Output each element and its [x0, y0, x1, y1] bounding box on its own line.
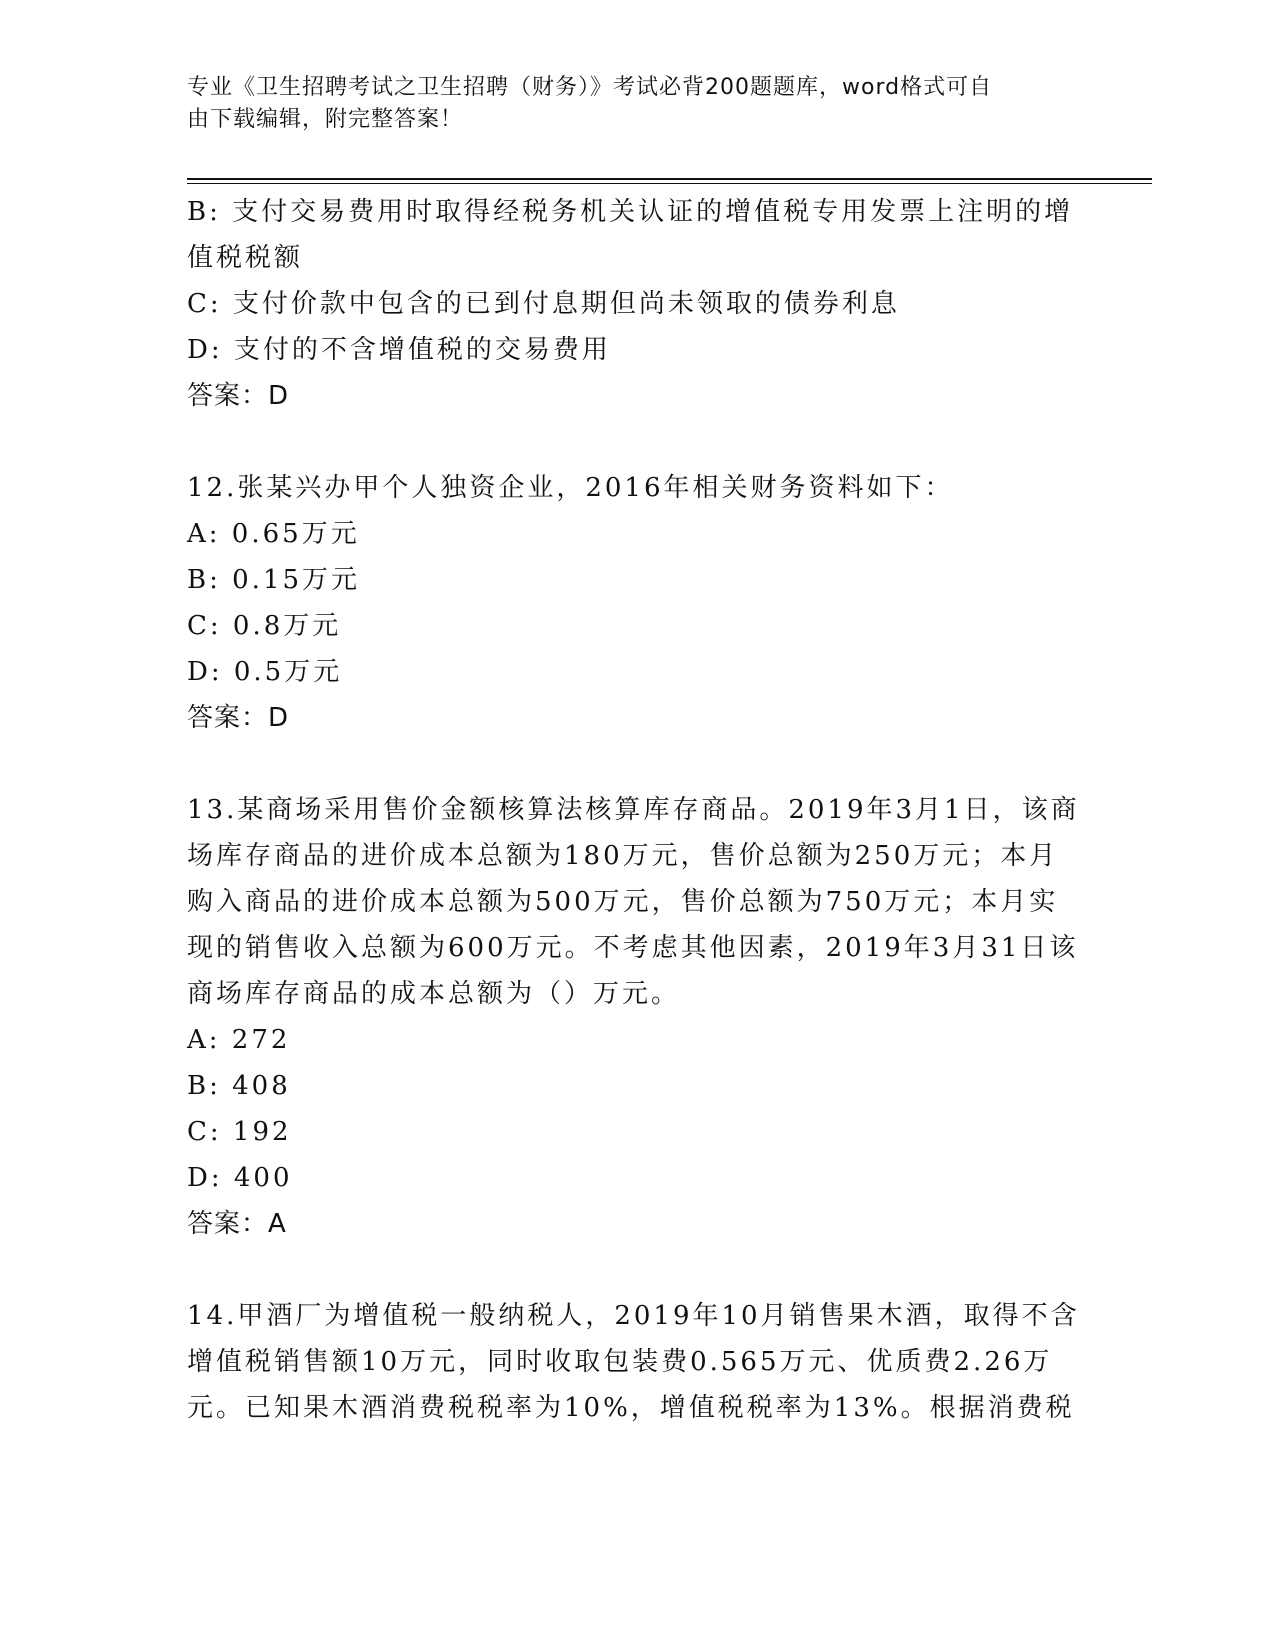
q14-stem-line-3: 元。已知果木酒消费税税率为10%，增值税税率为13%。根据消费税: [187, 1393, 1075, 1423]
q11-option-b-line-1: B: 支付交易费用时取得经税务机关认证的增值税专用发票上注明的增: [187, 197, 1074, 227]
q14-stem-line-1: 14.甲酒厂为增值税一般纳税人，2019年10月销售果木酒，取得不含: [187, 1301, 1080, 1331]
q11-option-d: D: 支付的不含增值税的交易费用: [187, 335, 611, 365]
q11-option-b-line-2: 值税税额: [187, 243, 304, 273]
question-content: [187, 189, 1087, 1431]
question-13-block: [187, 787, 1087, 1247]
q11-option-c: C: 支付价款中包含的已到付息期但尚未领取的债券利息: [187, 289, 900, 319]
question-spacer: [187, 741, 1087, 787]
question-14-block: [187, 1293, 1087, 1431]
q13-stem-line-3: 购入商品的进价成本总额为500万元，售价总额为750万元；本月实: [187, 887, 1059, 917]
q13-option-d: D: 400: [187, 1163, 293, 1193]
header-line-1: 专业《卫生招聘考试之卫生招聘（财务）》考试必背200题题库，word格式可自: [187, 75, 993, 100]
q12-option-d: D: 0.5万元: [187, 657, 343, 687]
q13-stem-line-5: 商场库存商品的成本总额为（）万元。: [187, 979, 681, 1009]
q12-answer: 答案：D: [187, 703, 290, 733]
q14-stem-line-2: 增值税销售额10万元，同时收取包装费0.565万元、优质费2.26万: [187, 1347, 1053, 1377]
header-line-2: 由下载编辑，附完整答案！: [187, 107, 464, 132]
question-11-block: [187, 189, 1087, 419]
q12-option-c: C: 0.8万元: [187, 611, 342, 641]
q13-option-c: C: 192: [187, 1117, 292, 1147]
q13-stem-line-1: 13.某商场采用售价金额核算法核算库存商品。2019年3月1日，该商: [187, 795, 1080, 825]
q12-option-b: B: 0.15万元: [187, 565, 361, 595]
header-divider-thin: [187, 183, 1152, 184]
q13-option-b: B: 408: [187, 1071, 291, 1101]
q13-answer: 答案：A: [187, 1209, 287, 1239]
q12-stem: 12.张某兴办甲个人独资企业，2016年相关财务资料如下：: [187, 473, 954, 503]
q12-option-a: A: 0.65万元: [187, 519, 360, 549]
q11-answer: 答案：D: [187, 381, 290, 411]
q13-stem-line-4: 现的销售收入总额为600万元。不考虑其他因素，2019年3月31日该: [187, 933, 1079, 963]
question-12-block: [187, 465, 1087, 741]
q13-stem-line-2: 场库存商品的进价成本总额为180万元，售价总额为250万元；本月: [187, 841, 1059, 871]
header-divider-thick: [187, 178, 1152, 180]
q13-option-a: A: 272: [187, 1025, 291, 1055]
question-spacer: [187, 419, 1087, 465]
question-spacer: [187, 1247, 1087, 1293]
document-header: [187, 72, 1067, 136]
